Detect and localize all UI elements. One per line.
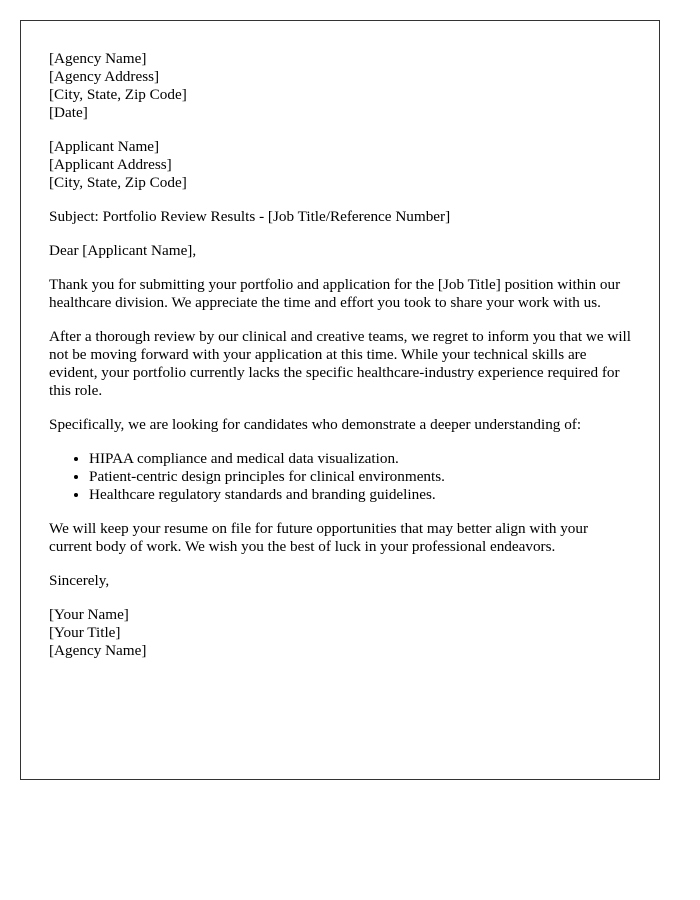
requirements-list: [49, 450, 631, 504]
recipient-city-state-zip: [City, State, Zip Code]: [49, 174, 187, 191]
sender-address-block: [49, 50, 631, 122]
sender-agency-address: [Agency Address]: [49, 68, 160, 85]
letter-page: [20, 20, 660, 780]
subject-line: Subject: Portfolio Review Results - [Job Title/Reference Number]: [49, 208, 451, 225]
requirement-item: • Healthcare regulatory standards and branding guidelines.: [89, 486, 631, 504]
body-paragraph-1: Thank you for submitting your portfolio and application for the [Job Title] position within our healthcare division. We appreciate the time and effort you took to share your work with us.: [49, 276, 621, 311]
closing-paragraph: We will keep your resume on file for future opportunities that may better align with your current body of work. We wish you the best of luck in your professional endeavors.: [49, 520, 589, 555]
signature-agency: [Agency Name]: [49, 642, 147, 659]
signature-title: [Your Title]: [49, 624, 121, 641]
salutation: Dear [Applicant Name],: [49, 242, 197, 259]
body-paragraph-2: After a thorough review by our clinical and creative teams, we regret to inform you that we will not be moving forward with your application at this time. While your technical skills are evident, your portfolio currently lacks the specific healthcare-industry experience required for this role.: [49, 328, 631, 399]
recipient-address: [Applicant Address]: [49, 156, 172, 173]
valediction: Sincerely,: [49, 572, 110, 589]
recipient-name: [Applicant Name]: [49, 138, 160, 155]
signature-block: [49, 606, 631, 660]
requirement-item: • Patient-centric design principles for clinical environments.: [89, 468, 631, 486]
recipient-address-block: [49, 138, 631, 192]
requirement-item: • HIPAA compliance and medical data visualization.: [89, 450, 631, 468]
sender-agency-name: [Agency Name]: [49, 50, 147, 67]
letter-date: [Date]: [49, 104, 88, 121]
body-paragraph-3: Specifically, we are looking for candidates who demonstrate a deeper understanding of:: [49, 416, 582, 433]
sender-city-state-zip: [City, State, Zip Code]: [49, 86, 187, 103]
signature-name: [Your Name]: [49, 606, 129, 623]
